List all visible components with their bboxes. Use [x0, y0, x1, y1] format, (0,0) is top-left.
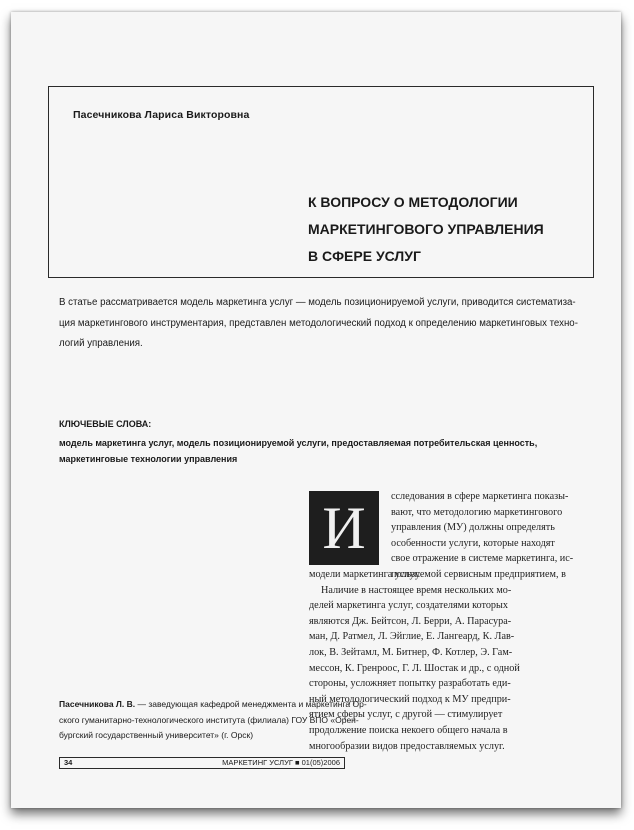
body-line: являются Дж. Бейтсон, Л. Берри, А. Парасура- — [309, 615, 512, 627]
body-line: ный методологический подход к МУ предпри- — [309, 693, 511, 705]
body-line: пользуемой сервисным предприятием, в — [391, 568, 566, 580]
keywords-line: маркетинговые технологии управления — [59, 453, 238, 464]
bio-line — [59, 697, 367, 713]
bio-line: бургский государственный университет» (г. Орск) — [59, 730, 254, 740]
body-line: многообразии видов предоставляемых услуг. — [309, 740, 505, 752]
page-number: 34 — [64, 758, 73, 767]
author-bio — [59, 697, 367, 744]
body-line: продолжение поиска некоего общего начала в — [309, 724, 508, 736]
drop-cap: И — [309, 491, 379, 565]
body-line: вают, что методологию маркетингового — [391, 506, 563, 518]
body-line: особенности услуги, которые находят — [391, 537, 555, 549]
body-line: свое отражение в системе маркетинга, ис- — [391, 553, 574, 565]
body-line: управления (МУ) должны определять — [391, 522, 555, 534]
keywords-text — [59, 436, 599, 467]
title-line: МАРКЕТИНГОВОГО УПРАВЛЕНИЯ — [308, 221, 544, 237]
abstract-line: В статье рассматривается модель маркетинга услуг — модель позиционируемой услуги, приводится систематиза- — [59, 297, 576, 308]
keywords-label: КЛЮЧЕВЫЕ СЛОВА: — [59, 419, 152, 429]
page-footer — [59, 757, 345, 769]
title-line: В СФЕРЕ УСЛУГ — [308, 248, 421, 264]
body-line: Наличие в настоящее время нескольких мо- — [321, 584, 512, 596]
document-page — [11, 12, 621, 808]
body-line: стороны, усложняет попытку разработать еди- — [309, 678, 511, 690]
body-line: модели маркетинга услуг. — [309, 569, 421, 580]
bio-line: ского гуманитарно-технологического института (филиала) ГОУ ВПО «Орен- — [59, 714, 359, 725]
author-name: Пасечникова Лариса Викторовна — [73, 109, 250, 121]
body-line: лок, В. Зейтамл, М. Битнер, Ф. Котлер, Э. Гам- — [309, 646, 513, 658]
title-line: К ВОПРОСУ О МЕТОДОЛОГИИ — [308, 194, 518, 210]
bio-text: — заведующая кафедрой менеджмента и маркетинга Ор- — [135, 699, 367, 709]
body-line: ятием сферы услуг, с другой — стимулирует — [309, 709, 503, 721]
body-line: сследования в сфере маркетинга показы- — [391, 491, 569, 502]
abstract-line: ция маркетингового инструментария, представлен методологический подход к определению маркетинговых техно- — [59, 317, 578, 329]
article-title — [308, 189, 588, 270]
abstract-line: логий управления. — [59, 338, 143, 349]
journal-issue: МАРКЕТИНГ УСЛУГ ■ 01(05)2006 — [222, 758, 340, 767]
body-line: делей маркетинга услуг, создателями которых — [309, 600, 508, 612]
body-line: мессон, К. Гренроос, Г. Л. Шостак и др., с одной — [309, 662, 520, 674]
bio-name: Пасечникова Л. В. — [59, 699, 136, 709]
keywords-line: модель маркетинга услуг, модель позиционируемой услуги, предоставляемая потребительская ценность, — [59, 438, 538, 448]
abstract — [59, 293, 599, 355]
body-line: ман, Д. Ратмел, Л. Эйглие, Е. Лангеард, К. Лав- — [309, 631, 515, 643]
